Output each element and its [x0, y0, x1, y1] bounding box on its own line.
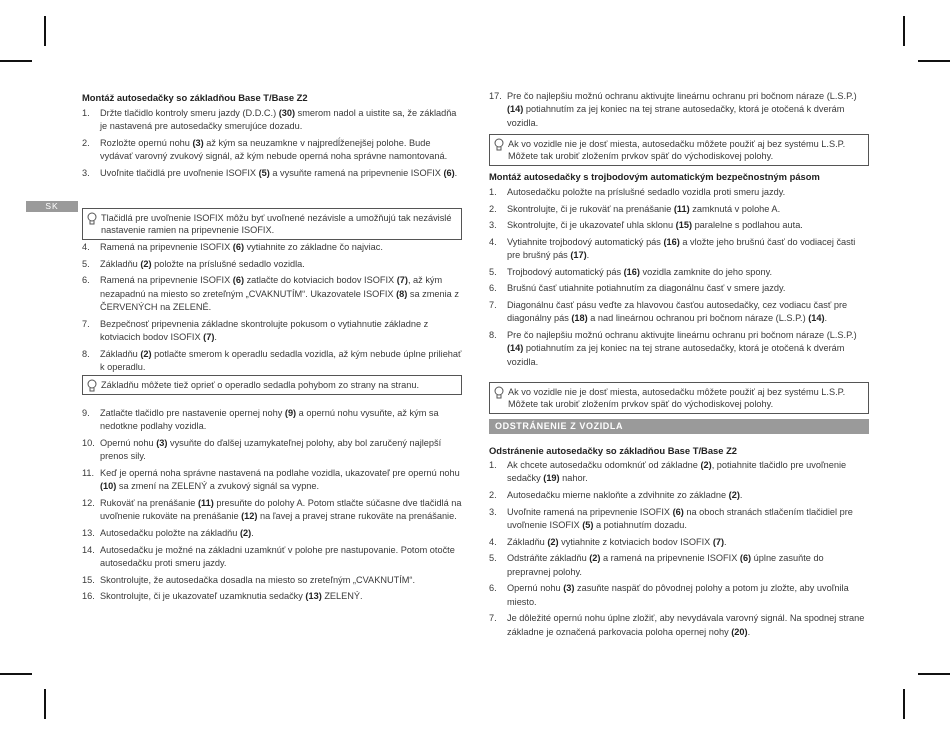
step-text: Autosedačku mierne nakloňte a zdvihnite zo základne (2). — [507, 490, 743, 500]
list-item — [489, 329, 869, 369]
list-item — [489, 219, 869, 232]
list-item — [489, 552, 869, 579]
step-text: Trojbodový automatický pás (16) vozidla zamknite do jeho spony. — [507, 266, 773, 277]
step-text: Skontrolujte, či je ukazovateľ uhla sklonu (15) paralelne s podlahou auta. — [507, 220, 803, 231]
crop-mark — [903, 16, 905, 46]
step-list — [82, 407, 462, 607]
step-text: Rozložte opernú nohu (3) až kým sa neuzamkne v najpredĺženejšej polohe. Bude vydávať varovný zvukový signál, až kým nebude operná noha správne namontovaná. — [100, 138, 448, 162]
list-item — [489, 459, 869, 486]
step-number: 7. — [489, 613, 497, 624]
tip-text: Ak vo vozidle nie je dosť miesta, autosedačku môžete použiť aj bez systému L.S.P. Môžete tak urobiť zložením prvkov späť do východiskovej polohy. — [508, 139, 846, 161]
step-number: 7. — [489, 299, 497, 310]
step-text: Je dôležité opernú nohu úplne zložiť, aby nevydávala varovný signál. Na spodnej strane základne je označená parkovacia poloha opernej nohy (20). — [507, 613, 865, 637]
list-item — [82, 467, 462, 494]
step-number: 17. — [489, 91, 502, 101]
step-text: Pre čo najlepšiu možnú ochranu aktivujte lineárnu ochranu pri bočnom náraze (L.S.P.) (14) potiahnutím za jej koniec na tej strane autosedačky, ktorá je otočená k dverám vozidla. — [507, 91, 857, 128]
step-text: Zatlačte tlačidlo pre nastavenie opernej nohy (9) a opernú nohu vysuňte, až kým sa nedotkne podlahy vozidla. — [100, 408, 439, 432]
step-number: 6. — [489, 283, 497, 294]
tip-text: Základňu môžete tiež oprieť o operadlo sedadla pohybom zo strany na stranu. — [101, 380, 420, 390]
list-item — [489, 506, 869, 533]
list-item — [82, 437, 462, 464]
step-text: Uvoľnite tlačidlá pre uvoľnenie ISOFIX (5) a vysuňte ramená na pripevnenie ISOFIX (6). — [100, 168, 458, 178]
list-item — [82, 348, 462, 375]
step-number: 7. — [82, 318, 90, 329]
list-item — [82, 527, 462, 540]
step-list — [82, 107, 462, 184]
step-text: Ak chcete autosedačku odomknúť od základne (2), potiahnite tlačidlo pre uvoľnenie sedačky (19) nahor. — [507, 460, 847, 484]
step-text: Opernú nohu (3) zasuňte naspäť do pôvodnej polohy a potom ju zložte, aby uvoľnila miesto. — [507, 583, 849, 607]
list-item — [489, 612, 869, 639]
tip-note — [489, 382, 869, 414]
step-number: 3. — [82, 168, 90, 178]
list-item — [82, 574, 462, 587]
step-text: Skontrolujte, že autosedačka dosadla na miesto so zreteľným „CVAKNUTÍM“. — [100, 574, 416, 585]
step-number: 15. — [82, 574, 95, 585]
step-text: Uvoľnite ramená na pripevnenie ISOFIX (6) na oboch stranách stlačením tlačidiel pre uvoľnenie ISOFIX (5) a potiahnutím dozadu. — [507, 506, 853, 530]
list-item — [489, 489, 869, 502]
step-number: 1. — [489, 187, 497, 197]
list-item — [489, 582, 869, 609]
step-list — [489, 90, 869, 133]
step-number: 4. — [489, 236, 497, 247]
lightbulb-icon — [87, 379, 97, 393]
step-number: 5. — [82, 258, 90, 269]
step-number: 8. — [82, 348, 90, 359]
step-text: Diagonálnu časť pásu veďte za hlavovou časťou autosedačky, cez vodiacu časť pre diagonálny pás (18) a nad lineárnou ochranou pri bočnom náraze (L.S.P.) (14). — [507, 299, 848, 324]
list-item — [489, 282, 869, 295]
list-item — [82, 544, 462, 571]
list-item — [82, 590, 462, 603]
step-number: 13. — [82, 528, 95, 538]
tip-note — [82, 375, 462, 395]
list-item — [489, 203, 869, 216]
step-list — [82, 241, 462, 378]
lightbulb-icon — [87, 212, 97, 226]
step-number: 12. — [82, 498, 95, 508]
step-number: 10. — [82, 438, 95, 448]
step-list — [489, 186, 869, 372]
step-number: 1. — [82, 108, 90, 118]
crop-mark — [918, 60, 950, 62]
step-number: 3. — [489, 506, 497, 517]
section-heading: Montáž autosedačky s trojbodovým automatickým bezpečnostným pásom — [489, 171, 820, 182]
step-number: 6. — [82, 275, 90, 286]
section-heading: Odstránenie autosedačky so základňou Base T/Base Z2 — [489, 445, 738, 456]
step-text: Autosedačku položte na základňu (2). — [100, 528, 254, 538]
step-text: Brušnú časť utiahnite potiahnutím za diagonálnu časť v smere jazdy. — [507, 283, 786, 294]
step-number: 4. — [82, 242, 90, 252]
section-heading: Montáž autosedačky so základňou Base T/Base Z2 — [82, 92, 308, 103]
language-tab: SK — [26, 201, 78, 212]
list-item — [82, 107, 462, 134]
tip-note — [82, 208, 462, 240]
crop-mark — [0, 60, 32, 62]
list-item — [82, 258, 462, 271]
section-bar: ODSTRÁNENIE Z VOZIDLA — [489, 419, 869, 434]
lightbulb-icon — [494, 138, 504, 152]
step-text: Skontrolujte, či je ukazovateľ uzamknutia sedačky (13) ZELENÝ. — [100, 591, 363, 602]
list-item — [82, 241, 462, 254]
list-item — [489, 236, 869, 263]
step-number: 2. — [489, 203, 497, 214]
step-text: Pre čo najlepšiu možnú ochranu aktivujte lineárnu ochranu pri bočnom náraze (L.S.P.) (14) potiahnutím za jej koniec na tej strane autosedačky, ktorá je otočená k dverám vozidla. — [507, 329, 857, 367]
list-item — [82, 167, 462, 180]
step-text: Základňu (2) potlačte smerom k operadlu sedadla vozidla, až kým nebude úplne priliehať k operadlu. — [100, 348, 462, 372]
step-text: Opernú nohu (3) vysuňte do ďalšej uzamykateľnej polohy, aby bol zaručený najlepší prenos sily. — [100, 438, 442, 462]
step-text: Ramená na pripevnenie ISOFIX (6) zatlačte do kotviacich bodov ISOFIX (7), až kým nezapadnú na miesto so zreteľným „CVAKNUTÍM“. Ukazovatele ISOFIX (8) sa zmenia z ČERVENÝCH na ZELENÉ. — [100, 275, 459, 312]
step-number: 3. — [489, 220, 497, 231]
list-item — [82, 137, 462, 164]
step-text: Ramená na pripevnenie ISOFIX (6) vytiahnite zo základne čo najviac. — [100, 242, 383, 252]
list-item — [82, 497, 462, 524]
step-number: 14. — [82, 544, 95, 555]
step-number: 9. — [82, 408, 90, 418]
step-number: 2. — [82, 138, 90, 148]
list-item — [489, 299, 869, 326]
list-item — [489, 536, 869, 549]
tip-text: Ak vo vozidle nie je dosť miesta, autosedačku môžete použiť aj bez systému L.S.P. Môžete tak urobiť zložením prvkov späť do východiskovej polohy. — [508, 387, 846, 409]
list-item — [82, 274, 462, 314]
list-item — [82, 318, 462, 345]
step-text: Rukoväť na prenášanie (11) presuňte do polohy A. Potom stlačte súčasne dve tlačidlá na uvoľnenie rukoväte na prenášanie (12) na ľavej a pravej strane rukoväte na prenášanie. — [100, 498, 462, 522]
tip-text: Tlačidlá pre uvoľnenie ISOFIX môžu byť uvoľnené nezávisle a umožňujú tak nezávislé nastavenie ramien na pripevnenie ISOFIX. — [101, 213, 452, 235]
crop-mark — [0, 673, 32, 675]
crop-mark — [44, 16, 46, 46]
step-number: 5. — [489, 266, 497, 277]
step-number: 5. — [489, 553, 497, 564]
step-list — [489, 459, 869, 642]
step-text: Bezpečnosť pripevnenia základne skontrolujte pokusom o vytiahnutie základne z kotviacich bodov ISOFIX (7). — [100, 318, 429, 342]
tip-note — [489, 134, 869, 166]
list-item — [489, 266, 869, 279]
step-number: 16. — [82, 591, 95, 602]
crop-mark — [44, 689, 46, 719]
step-number: 8. — [489, 329, 497, 340]
step-text: Držte tlačidlo kontroly smeru jazdy (D.D.C.) (30) smerom nadol a uistite sa, že základňa je nastavená pre autosedačky smerujúce dozadu. — [100, 108, 457, 132]
list-item — [489, 90, 869, 130]
step-text: Autosedačku položte na príslušné sedadlo vozidla proti smeru jazdy. — [507, 187, 786, 197]
step-text: Autosedačku je možné na základni uzamknúť v polohe pre nastupovanie. Potom otočte autosedačku proti smeru jazdy. — [100, 544, 455, 568]
step-number: 2. — [489, 490, 497, 500]
step-text: Základňu (2) položte na príslušné sedadlo vozidla. — [100, 258, 305, 269]
step-text: Vytiahnite trojbodový automatický pás (16) a vložte jeho brušnú časť do vodiacej časti pre brušný pás (17). — [507, 236, 856, 261]
list-item — [82, 407, 462, 434]
step-number: 1. — [489, 460, 497, 470]
step-text: Základňu (2) vytiahnite z kotviacich bodov ISOFIX (7). — [507, 536, 727, 547]
step-text: Odstráňte základňu (2) a ramená na pripevnenie ISOFIX (6) úplne zasuňte do prepravnej polohy. — [507, 553, 824, 577]
lightbulb-icon — [494, 386, 504, 400]
step-text: Keď je operná noha správne nastavená na podlahe vozidla, ukazovateľ pre opernú nohu (10) sa zmení na ZELENÝ a zvukový signál sa vypne. — [100, 468, 460, 492]
step-text: Skontrolujte, či je rukoväť na prenášanie (11) zamknutá v polohe A. — [507, 203, 781, 214]
crop-mark — [903, 689, 905, 719]
step-number: 4. — [489, 536, 497, 547]
crop-mark — [918, 673, 950, 675]
list-item — [489, 186, 869, 199]
step-number: 6. — [489, 583, 497, 594]
step-number: 11. — [82, 468, 95, 478]
